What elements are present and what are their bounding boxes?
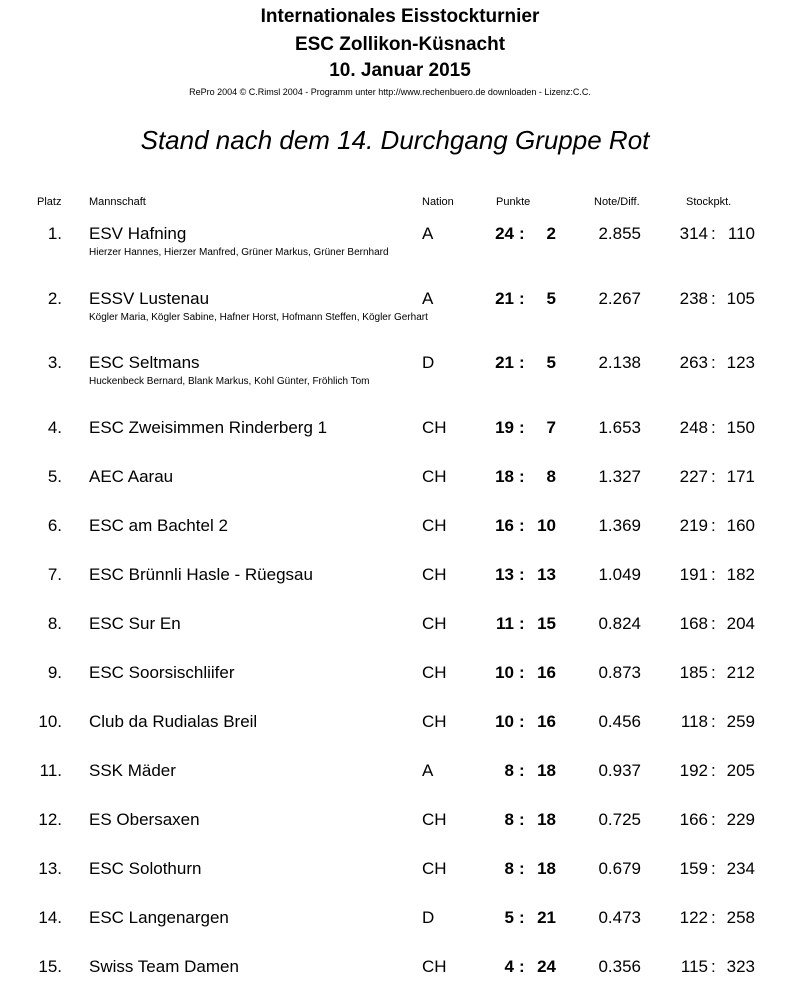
team-name: ESC Solothurn: [89, 859, 202, 878]
points-separator: :: [519, 614, 525, 633]
standings-subtitle: Stand nach dem 14. Durchgang Gruppe Rot: [140, 125, 650, 155]
points-lost: 13: [537, 565, 556, 584]
stock-points-for: 166: [679, 810, 708, 829]
column-header-platz: Platz: [37, 196, 62, 208]
stock-points-against: 160: [726, 516, 755, 535]
points-separator: :: [519, 565, 525, 584]
stock-separator: :: [711, 418, 716, 437]
team-name: ES Obersaxen: [89, 810, 200, 829]
stock-points-against: 105: [726, 289, 755, 308]
note-diff: 0.824: [598, 614, 641, 633]
stock-separator: :: [711, 663, 716, 682]
rank-cell: 2.: [47, 289, 62, 308]
table-row: [0, 516, 800, 556]
table-row: [0, 565, 800, 605]
nation-code: A: [422, 761, 434, 780]
points-lost: 18: [537, 761, 556, 780]
column-header-mannschaft: Mannschaft: [89, 196, 146, 208]
stock-separator: :: [711, 712, 716, 731]
stock-points-against: 229: [726, 810, 755, 829]
nation-code: CH: [422, 418, 447, 437]
note-diff: 2.267: [598, 289, 641, 308]
nation-code: D: [422, 353, 435, 372]
points-won: 8: [504, 761, 514, 780]
team-players: Huckenbeck Bernard, Blank Markus, Kohl Günter, Fröhlich Tom: [89, 376, 370, 387]
tournament-title: Internationales Eisstockturnier: [260, 6, 540, 27]
stock-separator: :: [711, 289, 716, 308]
note-diff: 1.653: [598, 418, 641, 437]
rank-cell: 1.: [47, 224, 62, 243]
host-club: ESC Zollikon-Küsnacht: [294, 34, 506, 55]
rank-cell: 5.: [47, 467, 62, 486]
points-won: 10: [495, 712, 514, 731]
points-lost: 18: [537, 810, 556, 829]
stock-points-against: 234: [726, 859, 755, 878]
table-row: [0, 289, 800, 329]
note-diff: 0.873: [598, 663, 641, 682]
points-separator: :: [519, 418, 525, 437]
points-separator: :: [519, 957, 525, 976]
rank-cell: 4.: [47, 418, 62, 437]
stock-points-against: 110: [727, 224, 755, 243]
points-won: 8: [504, 810, 514, 829]
points-won: 21: [495, 353, 514, 372]
column-header-note: Note/Diff.: [594, 196, 640, 208]
team-name: ESC Sur En: [89, 614, 181, 633]
rank-cell: 15.: [38, 957, 62, 976]
nation-code: CH: [422, 712, 447, 731]
nation-code: D: [422, 908, 435, 927]
column-header-nation: Nation: [422, 196, 454, 208]
points-won: 10: [495, 663, 514, 682]
stock-points-for: 168: [679, 614, 708, 633]
rank-cell: 11.: [39, 761, 62, 780]
points-lost: 24: [537, 957, 556, 976]
points-lost: 5: [546, 353, 556, 372]
stock-points-for: 185: [679, 663, 708, 682]
note-diff: 0.473: [598, 908, 641, 927]
table-row: [0, 418, 800, 458]
stock-points-for: 314: [679, 224, 708, 243]
points-separator: :: [519, 353, 525, 372]
team-name: ESSV Lustenau: [89, 289, 210, 308]
stock-points-against: 258: [726, 908, 755, 927]
team-name: ESC Zweisimmen Rinderberg 1: [89, 418, 328, 437]
points-won: 19: [495, 418, 514, 437]
stock-separator: :: [711, 614, 716, 633]
stock-points-for: 192: [679, 761, 708, 780]
note-diff: 0.725: [598, 810, 641, 829]
points-lost: 16: [537, 712, 556, 731]
note-diff: 0.456: [598, 712, 641, 731]
note-diff: 1.049: [598, 565, 641, 584]
points-won: 8: [504, 859, 514, 878]
points-separator: :: [519, 516, 525, 535]
points-separator: :: [519, 859, 525, 878]
rank-cell: 8.: [47, 614, 62, 633]
nation-code: CH: [422, 859, 447, 878]
column-header-punkte: Punkte: [496, 196, 531, 208]
team-name: Club da Rudialas Breil: [89, 712, 258, 731]
stock-points-for: 227: [679, 467, 708, 486]
nation-code: CH: [422, 516, 447, 535]
stock-points-against: 204: [726, 614, 755, 633]
points-lost: 7: [546, 418, 556, 437]
table-row: [0, 761, 800, 801]
rank-cell: 9.: [47, 663, 62, 682]
points-won: 16: [495, 516, 514, 535]
nation-code: A: [422, 289, 434, 308]
rank-cell: 14.: [38, 908, 62, 927]
software-credits: RePro 2004 © C.Rimsl 2004 - Programm unter http://www.rechenbuero.de downloaden - Lizenz:C.C.: [189, 87, 591, 97]
nation-code: CH: [422, 467, 447, 486]
note-diff: 1.369: [598, 516, 641, 535]
stock-separator: :: [711, 957, 716, 976]
points-lost: 16: [537, 663, 556, 682]
stock-separator: :: [711, 761, 716, 780]
stock-points-for: 118: [680, 712, 708, 731]
team-name: ESC Langenargen: [89, 908, 229, 927]
stock-points-against: 123: [726, 353, 755, 372]
column-header-stockpunkte: Stockpkt.: [686, 196, 732, 208]
stock-points-for: 159: [679, 859, 708, 878]
note-diff: 1.327: [598, 467, 641, 486]
stock-separator: :: [711, 516, 716, 535]
stock-separator: :: [711, 224, 716, 243]
nation-code: CH: [422, 565, 447, 584]
team-name: ESC am Bachtel 2: [89, 516, 228, 535]
tournament-date: 10. Januar 2015: [329, 60, 471, 81]
stock-points-for: 122: [679, 908, 708, 927]
stock-points-for: 238: [679, 289, 708, 308]
nation-code: CH: [422, 957, 447, 976]
team-name: AEC Aarau: [89, 467, 174, 486]
table-row: [0, 810, 800, 850]
stock-separator: :: [711, 353, 716, 372]
stock-points-against: 182: [726, 565, 755, 584]
points-won: 13: [495, 565, 514, 584]
rank-cell: 6.: [47, 516, 62, 535]
team-name: ESC Brünnli Hasle - Rüegsau: [89, 565, 313, 584]
table-row: [0, 663, 800, 703]
points-separator: :: [519, 810, 525, 829]
points-separator: :: [519, 908, 525, 927]
stock-points-for: 191: [679, 565, 708, 584]
points-lost: 10: [537, 516, 556, 535]
points-separator: :: [519, 224, 525, 243]
stock-points-for: 248: [679, 418, 708, 437]
points-lost: 18: [537, 859, 556, 878]
rank-cell: 7.: [47, 565, 62, 584]
rank-cell: 12.: [38, 810, 62, 829]
stock-points-for: 115: [680, 957, 708, 976]
points-won: 11: [496, 614, 514, 633]
points-separator: :: [519, 467, 525, 486]
stock-separator: :: [711, 859, 716, 878]
points-separator: :: [519, 712, 525, 731]
team-name: Swiss Team Damen: [89, 957, 239, 976]
nation-code: CH: [422, 663, 447, 682]
table-row: [0, 712, 800, 752]
stock-points-against: 212: [726, 663, 755, 682]
nation-code: CH: [422, 810, 447, 829]
points-lost: 21: [537, 908, 556, 927]
note-diff: 0.937: [598, 761, 641, 780]
note-diff: 0.679: [598, 859, 641, 878]
team-name: ESC Seltmans: [89, 353, 200, 372]
stock-points-against: 150: [726, 418, 755, 437]
rank-cell: 13.: [38, 859, 62, 878]
stock-separator: :: [711, 810, 716, 829]
stock-separator: :: [711, 467, 716, 486]
points-separator: :: [519, 663, 525, 682]
stock-points-against: 259: [726, 712, 755, 731]
table-row: [0, 957, 800, 997]
nation-code: CH: [422, 614, 447, 633]
table-row: [0, 224, 800, 264]
rank-cell: 3.: [47, 353, 62, 372]
table-row: [0, 908, 800, 948]
team-players: Hierzer Hannes, Hierzer Manfred, Grüner Markus, Grüner Bernhard: [89, 247, 389, 258]
stock-points-for: 219: [679, 516, 708, 535]
table-row: [0, 353, 800, 393]
table-row: [0, 859, 800, 899]
points-won: 5: [504, 908, 514, 927]
points-lost: 15: [537, 614, 556, 633]
team-name: ESC Soorsischliifer: [89, 663, 235, 682]
points-lost: 5: [546, 289, 556, 308]
note-diff: 0.356: [598, 957, 641, 976]
points-lost: 2: [546, 224, 556, 243]
points-won: 18: [495, 467, 514, 486]
points-won: 21: [495, 289, 514, 308]
points-separator: :: [519, 761, 525, 780]
note-diff: 2.855: [598, 224, 641, 243]
team-name: ESV Hafning: [89, 224, 187, 243]
rank-cell: 10.: [38, 712, 62, 731]
stock-separator: :: [711, 908, 716, 927]
team-name: SSK Mäder: [89, 761, 176, 780]
points-won: 24: [495, 224, 514, 243]
stock-separator: :: [711, 565, 716, 584]
note-diff: 2.138: [598, 353, 641, 372]
stock-points-against: 205: [726, 761, 755, 780]
stock-points-against: 171: [726, 467, 755, 486]
team-players: Kögler Maria, Kögler Sabine, Hafner Horst, Hofmann Steffen, Kögler Gerhart: [89, 312, 428, 323]
table-row: [0, 614, 800, 654]
nation-code: A: [422, 224, 434, 243]
points-lost: 8: [546, 467, 556, 486]
points-separator: :: [519, 289, 525, 308]
points-won: 4: [504, 957, 514, 976]
stock-points-against: 323: [726, 957, 755, 976]
table-row: [0, 467, 800, 507]
stock-points-for: 263: [679, 353, 708, 372]
